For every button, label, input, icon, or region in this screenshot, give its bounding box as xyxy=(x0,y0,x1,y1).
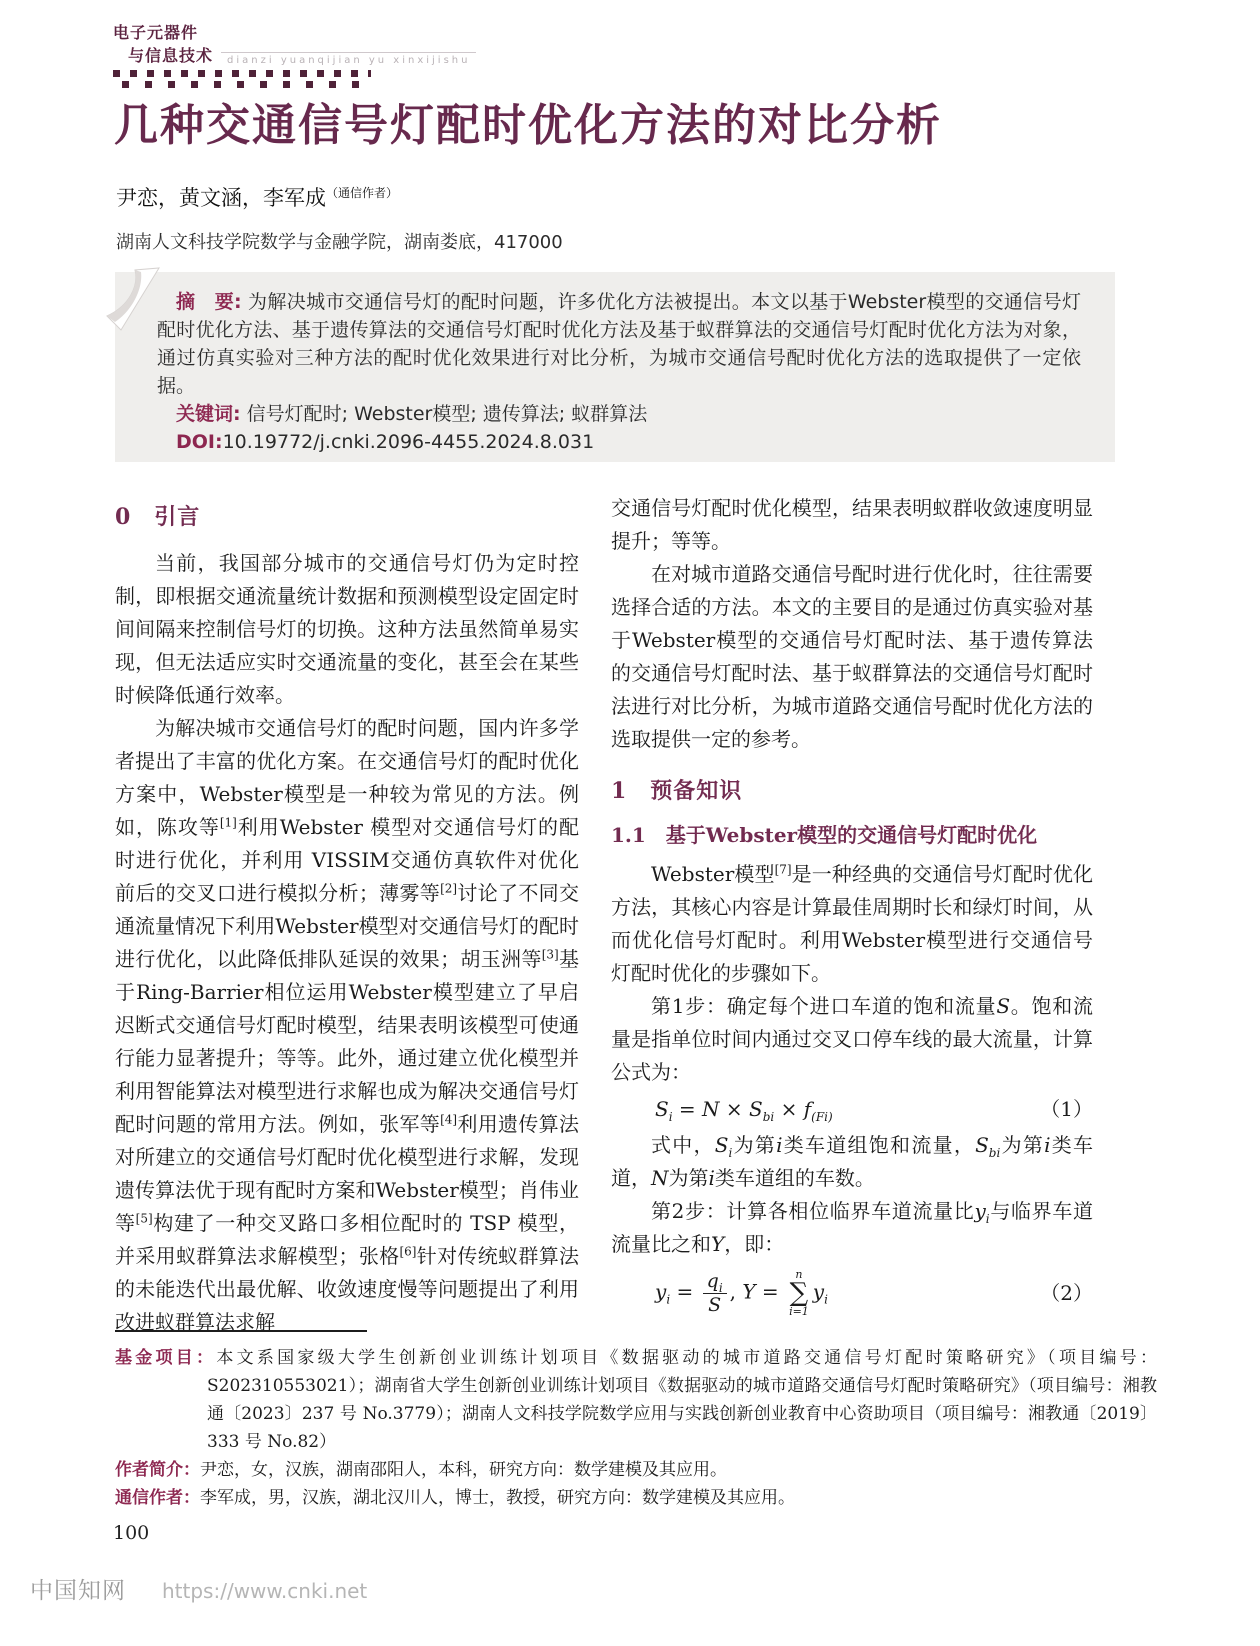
f2-sum-symbol xyxy=(789,1269,809,1317)
corresponding-author-label: 通信作者： xyxy=(115,1488,200,1508)
formula-1-expression: $S_i = N \times S_{bi} \times f_{(Fi)}$ xyxy=(655,1097,833,1124)
fund-text: 本文系国家级大学生创新创业训练计划项目《数据驱动的城市道路交通信号灯配时策略研究》（项目编号：S202310553021）；湖南省大学生创新创业训练计划项目《数据驱动的城市道路交通信号灯配时策略研究》（项目编号：湘教通〔2023〕237 号 No.3779）；湖南人文科技学院数学应用与实践创新创业教育中心资助项目（项目编号：湘教通〔2019〕333 号 No.82） xyxy=(207,1348,1158,1452)
keywords-text: 信号灯配时; Webster模型; 遗传算法; 蚁群算法 xyxy=(246,403,648,425)
f2-sum-sigma: ∑ xyxy=(789,1278,809,1308)
footnote-divider xyxy=(115,1330,367,1332)
f2-y2-sub: i xyxy=(824,1292,828,1307)
f2-fraction xyxy=(703,1271,727,1316)
f2-q-sub: i xyxy=(718,1280,723,1295)
subsection-heading-1-1: 1.1 基于Webster模型的交通信号灯配时优化 xyxy=(611,823,1038,847)
left-column xyxy=(115,492,579,1339)
right-column xyxy=(611,492,1093,1339)
continuation-paragraph: 交通信号灯配时优化模型，结果表明蚁群收敛速度明显提升；等等。 xyxy=(611,496,1093,553)
author-bio xyxy=(115,1456,1157,1484)
section-heading-0: 0 引言 xyxy=(115,504,201,530)
formula-1-number: （1） xyxy=(1040,1097,1093,1121)
keywords-label: 关键词: xyxy=(176,403,241,425)
f2-sum-lower: i=1 xyxy=(789,1305,809,1318)
f2-y-sub: i xyxy=(666,1292,671,1307)
cnki-site-name: 中国知网 xyxy=(30,1578,126,1604)
abstract-box xyxy=(115,272,1115,462)
logo-dots-row-1 xyxy=(113,70,371,77)
author-bio-label: 作者简介： xyxy=(115,1460,200,1480)
abstract-paragraph xyxy=(157,288,1081,400)
corresponding-author-sup: （通信作者） xyxy=(326,186,399,200)
f2-fraction-numerator xyxy=(703,1271,727,1294)
keywords-line xyxy=(157,400,1081,428)
f2-equals: = xyxy=(670,1279,700,1304)
formula-2-number: （2） xyxy=(1040,1281,1093,1305)
cnki-watermark xyxy=(30,1572,367,1605)
step2-paragraph: 第2步：计算各相位临界车道流量比$y_i$与临界车道流量比之和Y，即： xyxy=(611,1199,1093,1256)
doi-line xyxy=(157,428,1081,456)
abstract-label: 摘 要: xyxy=(176,291,242,313)
author-bio-text: 尹恋，女，汉族，湖南邵阳人，本科，研究方向：数学建模及其应用。 xyxy=(200,1460,727,1480)
fund-label: 基金项目： xyxy=(115,1348,217,1368)
corresponding-author-text: 李军成，男，汉族，湖北汉川人，博士，教授，研究方向：数学建模及其应用。 xyxy=(200,1488,795,1508)
journal-pinyin: dianzi yuanqijian yu xinxijishu xyxy=(221,52,476,66)
authors-line xyxy=(116,182,398,212)
page-number: 100 xyxy=(113,1522,150,1544)
abstract-text: 为解决城市交通信号灯的配时问题，许多优化方法被提出。本文以基于Webster模型的交通信号灯配时优化方法、基于遗传算法的交通信号灯配时优化方法及基于蚁群算法的交通信号灯配时优化方法为对象，通过仿真实验对三种方法的配时优化效果进行对比分析，为城市交通信号配时优化方法的选取提供了一定依据。 xyxy=(157,291,1081,397)
formula-2 xyxy=(611,1269,1093,1317)
intro-paragraph-2: 为解决城市交通信号灯的配时问题，国内许多学者提出了丰富的优化方案。在交通信号灯的配时优化方案中，Webster模型是一种较为常见的方法。例如，陈攻等[1]利用Webster 模型对交通信号灯的配时进行优化，并利用 VISSIM交通仿真软件对优化前后的交叉口进行模拟分析；薄雾等[2]讨论了不同交通流量情况下利用Webster模型对交通信号灯的配时进行优化，以此降低排队延误的效果；胡玉洲等[3]基于Ring-Barrier相位运用Webster模型建立了早启迟断式交通信号灯配时模型，结果表明该模型可使通行能力显著提升；等等。此外，通过建立优化模型并利用智能算法对模型进行求解也成为解决交通信号灯配时问题的常用方法。例如，张军等[4]利用遗传算法对所建立的交通信号灯配时优化模型进行求解，发现遗传算法优于现有配时方案和Webster模型；肖伟业等[5]构建了一种交叉路口多相位配时的 TSP 模型，并采用蚁群算法求解模型；张格[6]针对传统蚁群算法的未能迭代出最优解、收敛速度慢等问题提出了利用改进蚁群算法求解 xyxy=(115,716,580,1334)
article-body xyxy=(115,492,1093,1339)
logo-dots-row-2 xyxy=(113,81,365,88)
cnki-url: https://www.cnki.net xyxy=(162,1579,368,1603)
f2-comma: , xyxy=(729,1279,743,1304)
fund-project xyxy=(115,1344,1157,1456)
webster-paragraph: Webster模型[7]是一种经典的交通信号灯配时优化方法，其核心内容是计算最佳周期时长和绿灯时间，从而优化信号灯配时。利用Webster模型进行交通信号灯配时优化的步骤如下。 xyxy=(611,862,1094,985)
f2-q: q xyxy=(706,1269,719,1292)
f2-sum-upper: n xyxy=(795,1268,803,1281)
section-heading-1: 1 预备知识 xyxy=(611,778,743,804)
step1-paragraph: 第1步：确定每个进口车道的饱和流量S。饱和流量是指单位时间内通过交叉口停车线的最大流量，计算公式为： xyxy=(611,994,1093,1084)
journal-logo xyxy=(113,20,476,88)
f2-y: y xyxy=(655,1279,667,1304)
f2-equals-2: = xyxy=(755,1279,786,1304)
doi-value: 10.19772/j.cnki.2096-4455.2024.8.031 xyxy=(222,431,595,453)
f2-Y: Y xyxy=(742,1279,756,1304)
doi-label: DOI: xyxy=(176,431,223,453)
page-curl-icon xyxy=(105,266,163,340)
f2-y2: y xyxy=(812,1279,825,1304)
aim-paragraph: 在对城市道路交通信号配时进行优化时，往往需要选择合适的方法。本文的主要目的是通过仿真实验对基于Webster模型的交通信号灯配时法、基于遗传算法的交通信号灯配时法、基于蚁群算法的交通信号灯配时法进行对比分析，为城市道路交通信号配时优化方法的选取提供一定的参考。 xyxy=(611,562,1093,751)
article-title: 几种交通信号灯配时优化方法的对比分析 xyxy=(114,100,942,151)
footnote-block xyxy=(115,1330,1157,1512)
author-names: 尹恋，黄文涵，李军成 xyxy=(116,186,326,210)
f2-fraction-denominator: S xyxy=(708,1293,722,1316)
journal-name-line2: 与信息技术 xyxy=(128,46,214,65)
intro-paragraph-1: 当前，我国部分城市的交通信号灯仍为定时控制，即根据交通流量统计数据和预测模型设定固定时间间隔来控制信号灯的切换。这种方法虽然简单易实现，但无法适应实时交通流量的变化，甚至会在某些时候降低通行效率。 xyxy=(115,551,579,707)
journal-name-line1: 电子元器件 xyxy=(113,23,199,42)
affiliation: 湖南人文科技学院数学与金融学院，湖南娄底，417000 xyxy=(116,232,563,253)
formula-2-expression xyxy=(655,1269,828,1317)
formula-explain-paragraph: 式中，$S_i$为第i类车道组饱和流量，$S_{bi}$为第i类车道，N为第i类车道组的车数。 xyxy=(611,1133,1094,1190)
corresponding-author-bio xyxy=(115,1484,1157,1512)
formula-1 xyxy=(611,1097,1093,1124)
